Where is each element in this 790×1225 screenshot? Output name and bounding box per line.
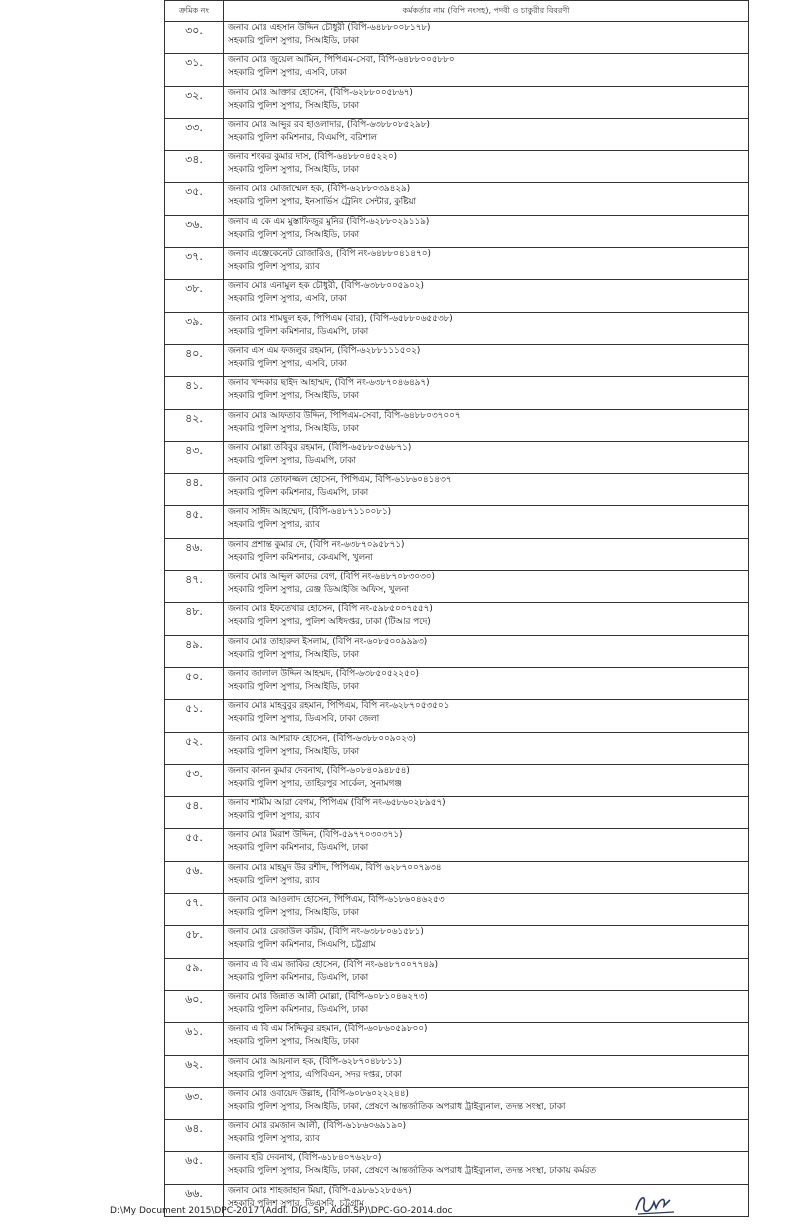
officer-name: জনাব মোঃ আশরাফ হোসেন, (বিপি-৬৩৮৮০০৯০২৩) [228,733,416,744]
officer-post: সহকারি পুলিশ কমিশনার, ডিএমপি, ঢাকা [228,326,369,337]
officer-post: সহকারি পুলিশ সুপার, ইনসার্ভিস ট্রেনিং সেন্টার, কুষ্টিয়া [228,197,417,208]
officer-post: সহকারি পুলিশ কমিশনার, ডিএমপি, ঢাকা [228,1004,369,1015]
officer-name: জনাব মোঃ জিন্নাত আলী মোল্লা, (বিপি-৬০৮১০৪৬২৭৩) [228,991,428,1002]
officer-name: জনাব মোঃ মাহমুদ উর রশীদ, পিপিএম, বিপি ৬২৮৭০০৭৯৩৪ [228,862,442,873]
table-row [165,571,749,603]
officer-name: জনাব মোঃ এনামুল হক চৌধুরী, (বিপি-৬৩৮৮০০৫৯০২) [228,281,424,292]
officer-post: সহকারি পুলিশ কমিশনার, কেএমপি, খুলনা [228,552,373,563]
officer-detail [224,506,749,538]
officer-detail [224,280,749,312]
officer-detail [224,151,749,183]
officer-post: সহকারি পুলিশ সুপার, সিআইডি, ঢাকা [228,165,360,176]
officer-detail [224,1087,749,1119]
table-row [165,1055,749,1087]
officer-detail [224,635,749,667]
officer-detail [224,990,749,1022]
serial-column-header: ক্রমিক নং [165,1,224,22]
officer-detail [224,1055,749,1087]
serial-number: ৩২. [165,86,224,118]
officer-name: জনাব মোঃ আওলাদ হোসেন, পিপিএম, বিপি-৬১৮৬০৪৬২৫৩ [228,895,445,906]
officer-name: জনাব খন্দকার ছাইদ আহাম্মদ, (বিপি নং-৬৩৮৭০৪৬৪৯৭) [228,378,430,389]
table-row [165,732,749,764]
officer-name: জনাব শামীম আরা বেগম, পিপিএম (বিপি নং-৬৫৮৬০২৮৯৫৭) [228,798,446,809]
table-row [165,344,749,376]
officer-post: সহকারি পুলিশ সুপার, সিআইডি, ঢাকা [228,423,360,434]
table-row [165,764,749,796]
officer-post: সহকারি পুলিশ সুপার, সিআইডি, ঢাকা [228,681,360,692]
officer-post: সহকারি পুলিশ সুপার, সিআইডি, ঢাকা [228,1037,360,1048]
detail-column-header: কর্মকর্তার নাম (বিপি নংসহ), পদবী ও চাকুরীর বিবরণী [224,1,749,22]
serial-number: ৫৮. [165,926,224,958]
officer-post: সহকারি পুলিশ সুপার, পুলিশ অধিদপ্তর, ঢাকা (টিআর পদে) [228,617,431,628]
officer-name: জনাব মোঃ শাহজাহান মিয়া, (বিপি-৫৯৮৬১২৮৫৬৭) [228,1185,412,1196]
officer-name: জনাব হরি দেবনাথ, (বিপি-৬১৮৪০৭৬২৮০) [228,1153,382,1164]
officer-detail [224,86,749,118]
serial-number: ৬৫. [165,1152,224,1184]
officer-post: সহকারি পুলিশ সুপার, র‍্যাব [228,811,320,822]
officer-name: জনাব মোঃ আক্তার হোসেন, (বিপি-৬২৮৮০০৫৮৬৭) [228,87,413,98]
serial-number: ৩৩. [165,118,224,150]
table-row [165,1023,749,1055]
officer-detail [224,1152,749,1184]
table-row [165,441,749,473]
officer-post: সহকারি পুলিশ সুপার, র‍্যাব [228,1134,320,1145]
table-row [165,248,749,280]
table-header-row [165,1,749,22]
officer-post: সহকারি পুলিশ সুপার, সিআইডি, ঢাকা, প্রেষণে আন্তর্জাতিক অপরাধ ট্রাইব্যুনাল, তদন্ত সংস্থা, ঢাকায় কর্মরত [228,1166,596,1177]
officer-name: জনাব মোঃ শামছুল হক, পিপিএম (বার), (বিপি-৬৫৮৮০৬৫৫৩৮) [228,313,453,324]
officer-post: সহকারি পুলিশ সুপার, র‍্যাব [228,875,320,886]
serial-number: ৪৬. [165,538,224,570]
officer-detail [224,54,749,86]
serial-number: ৪৫. [165,506,224,538]
officer-post: সহকারি পুলিশ কমিশনার, সিএমপি, চট্টগ্রাম [228,940,376,951]
serial-number: ৬৩. [165,1087,224,1119]
officer-name: জনাব প্রশান্ত কুমার দে, (বিপি নং-৬৩৮৭০৯৫৮৭১) [228,539,405,550]
table-row [165,215,749,247]
officer-detail [224,667,749,699]
officer-name: জনাব মোঃ আয়নাল হক, (বিপি-৬২৮৭০৪৮৮১১) [228,1056,402,1067]
serial-number: ৪৪. [165,474,224,506]
officer-post: সহকারি পুলিশ সুপার, এসবি, ঢাকা [228,294,347,305]
officer-name: জনাব শংকর কুমার দাস, (বিপি-৬৪৮৮০৪৫২২০) [228,152,398,163]
officer-post: সহকারি পুলিশ সুপার, ডিএসবি, চট্টগ্রাম [228,1198,364,1209]
officer-name: জনাব মোল্লা তবিবুর রহমান, (বিপি-৬৫৮৮০৫৬৮৭১) [228,442,412,453]
officer-name: জনাব এস এম ফজলুর রহমান, (বিপি-৬২৮৮১১১৫০২) [228,345,421,356]
officer-post: সহকারি পুলিশ সুপার, সিআইডি, ঢাকা [228,649,360,660]
table-row [165,861,749,893]
officer-name: জনাব এ বি এম জাকির হোসেন, (বিপি নং-৬৪৮৭০০৭৭৪৯) [228,959,439,970]
table-row [165,538,749,570]
serial-number: ৩১. [165,54,224,86]
table-row [165,990,749,1022]
serial-number: ৫৪. [165,797,224,829]
officer-detail [224,764,749,796]
officer-post: সহকারি পুলিশ সুপার, রেঞ্জ ডিআইজি অফিস, খুলনা [228,585,409,596]
table-row [165,667,749,699]
table-row [165,926,749,958]
serial-number: ৩৮. [165,280,224,312]
officer-post: সহকারি পুলিশ সুপার, ডিএসবি, ঢাকা জেলা [228,714,380,725]
serial-number: ৫২. [165,732,224,764]
officer-post: সহকারি পুলিশ সুপার, র‍্যাব [228,262,320,273]
officer-detail [224,926,749,958]
officer-detail [224,861,749,893]
serial-number: ৬১. [165,1023,224,1055]
officer-detail [224,700,749,732]
officer-name: জনাব মোঃ মাহবুবুর রহমান, পিপিএম, বিপি নং-৬২৮৭০৫৩৫০১ [228,701,450,712]
serial-number: ৫০. [165,667,224,699]
table-row [165,183,749,215]
officer-post: সহকারি পুলিশ সুপার, সিআইডি, ঢাকা [228,36,360,46]
serial-number: ৩৯. [165,312,224,344]
table-row [165,797,749,829]
officer-post: সহকারি পুলিশ সুপার, সিআইডি, ঢাকা [228,229,360,240]
officer-name: জনাব মোঃ তাহারুল ইসলাম, (বিপি নং-৬০৮৫০০৯৯৯৩) [228,636,428,647]
officer-roster-table [164,0,749,1217]
serial-number: ৩০. [165,22,224,54]
table-row [165,635,749,667]
table-row [165,958,749,990]
officer-post: সহকারি পুলিশ সুপার, এসবি, ঢাকা [228,68,347,79]
officer-name: জনাব এ কে এম মুস্তাফিজুর মুনির (বিপি-৬২৮৮০২৯১১৯) [228,216,430,227]
officer-detail [224,797,749,829]
officer-detail [224,538,749,570]
serial-number: ৪৩. [165,441,224,473]
officer-detail [224,183,749,215]
officer-detail [224,603,749,635]
officer-name: জনাব মোঃ আফতাব উদ্দিন, পিপিএম-সেবা, বিপি-৬৪৮৮০৩৭০০৭ [228,410,461,421]
table-row [165,151,749,183]
serial-number: ৩৫. [165,183,224,215]
serial-number: ৬৬. [165,1184,224,1216]
officer-detail [224,958,749,990]
officer-name: জনাব মোঃ রেজাউল করিম, (বিপি নং-৬৩৮৮০৬১৫৮১) [228,927,424,938]
serial-number: ৪৭. [165,571,224,603]
officer-detail [224,344,749,376]
serial-number: ৪৮. [165,603,224,635]
file-path-footer: D:\My Document 2015\DPC-2017 (Addl. DIG, SP, Addl.SP)\DPC-GO-2014.doc [110,1206,453,1216]
officer-post: সহকারি পুলিশ সুপার, সিআইডি, ঢাকা, প্রেষণে আন্তর্জাতিক অপরাধ ট্রাইব্যুনাল, তদন্ত সংস্থা, ঢাকা [228,1101,566,1112]
officer-post: সহকারি পুলিশ সুপার, সিআইডি, ঢাকা [228,908,360,919]
officer-post: সহকারি পুলিশ সুপার, র‍্যাব [228,520,320,531]
officer-post: সহকারি পুলিশ কমিশনার, ডিএমপি, ঢাকা [228,488,369,499]
officer-name: জনাব সাঈদ আহম্মেদ, (বিপি-৬৪৮৭১১০০৮১) [228,507,392,518]
officer-name: জনাব এ বি এম সিদ্দিকুর রহমান, (বিপি-৬০৮৬০৫৯৮০০) [228,1024,428,1035]
officer-post: সহকারি পুলিশ সুপার, সিআইডি, ঢাকা [228,100,360,111]
serial-number: ৪১. [165,377,224,409]
serial-number: ৫৬. [165,861,224,893]
officer-detail [224,894,749,926]
table-row [165,603,749,635]
table-row [165,409,749,441]
serial-number: ৫৫. [165,829,224,861]
table-row [165,54,749,86]
table-row [165,118,749,150]
officer-post: সহকারি পুলিশ সুপার, তাহিরপুর সার্কেল, সুনামগঞ্জ [228,778,402,789]
officer-detail [224,248,749,280]
officer-detail [224,732,749,764]
officer-name: জনাব মোঃ ইফতেখার হোসেন, (বিপি নং-৫৯৮৫০০৭৫৫৭) [228,604,433,615]
officer-post: সহকারি পুলিশ সুপার, ডিএমপি, ঢাকা [228,455,356,466]
serial-number: ৫৯. [165,958,224,990]
officer-detail [224,215,749,247]
serial-number: ৪০. [165,344,224,376]
officer-detail [224,571,749,603]
table-row [165,312,749,344]
serial-number: ৪৯. [165,635,224,667]
serial-number: ৪২. [165,409,224,441]
officer-name: জনাব জালাল উদ্দিন আহম্মদ, (বিপি-৬৩৮৫০৫২২৫০) [228,668,419,679]
officer-detail [224,441,749,473]
officer-name: জনাব মোঃ জুয়েল আমিন, পিপিএম-সেবা, বিপি-৬৪৮৮০০৫৮৮০ [228,55,455,66]
officer-detail [224,1023,749,1055]
officer-post: সহকারি পুলিশ কমিশনার, বিএমপি, বরিশাল [228,132,377,143]
officer-post: সহকারি পুলিশ সুপার, এসবি, ঢাকা [228,358,347,369]
table-row [165,1087,749,1119]
signature-initials [630,1190,678,1218]
officer-detail [224,118,749,150]
officer-name: জনাব কানন কুমার দেবনাথ, (বিপি-৬০৮৪০৯৪৮৫৪) [228,765,410,776]
table-row [165,1152,749,1184]
officer-name: জনাব মোঃ এহসান উদ্দিন চৌধুরী (বিপি-৬৪৮৮০০৮১৭৮) [228,23,431,33]
officer-detail [224,474,749,506]
officer-name: জনাব মোঃ আব্দুল কাদের বেগ, (বিপি নং-৬৪৮৭০৮৩০৩০) [228,572,435,583]
serial-number: ৫১. [165,700,224,732]
officer-detail [224,1120,749,1152]
serial-number: ৩৬. [165,215,224,247]
officer-name: জনাব মোঃ ওবায়েদ উল্লাহ, (বিপি-৬০৮৬০২২২৪৪) [228,1088,409,1099]
table-row [165,22,749,54]
roster-body [165,22,749,1217]
serial-number: ৫৩. [165,764,224,796]
officer-detail [224,409,749,441]
officer-name: জনাব মোঃ আব্দুর রব হাওলাদার, (বিপি-৬৩৮৮০৮৫২৯৮) [228,119,430,130]
officer-name: জনাব মোঃ মোজাম্মেল হক, (বিপি-৬২৮৮০৩৯৪২৯) [228,184,411,195]
officer-name: জনাব মোঃ তোফাজ্জল হোসেন, পিপিএম, বিপি-৬১৮৬০৪১৪৩৭ [228,475,452,486]
officer-detail [224,377,749,409]
officer-name: জনাব এঞ্জেকেনেট রোজারিও, (বিপি নং-৬৪৮৮০৪১৪৭০) [228,249,431,260]
officer-post: সহকারি পুলিশ সুপার, সিআইডি, ঢাকা [228,746,360,757]
officer-name: জনাব মোঃ মিরাশ উদ্দিন, (বিপি-৫৯৭৭০৩০৩৭১) [228,830,403,841]
officer-post: সহকারি পুলিশ কমিশনার, ডিএমপি, ঢাকা [228,843,369,854]
serial-number: ৩৭. [165,248,224,280]
table-row [165,506,749,538]
table-row [165,474,749,506]
officer-post: সহকারি পুলিশ কমিশনার, ডিএমপি, ঢাকা [228,972,369,983]
table-row [165,829,749,861]
table-row [165,377,749,409]
table-row [165,280,749,312]
officer-detail [224,829,749,861]
table-row [165,894,749,926]
table-row [165,86,749,118]
officer-post: সহকারি পুলিশ সুপার, এপিবিএন, সদর দপ্তর, ঢাকা [228,1069,402,1080]
serial-number: ৬৪. [165,1120,224,1152]
officer-post: সহকারি পুলিশ সুপার, সিআইডি, ঢাকা [228,391,360,402]
table-row [165,700,749,732]
serial-number: ৩৪. [165,151,224,183]
table-row [165,1120,749,1152]
officer-detail [224,312,749,344]
officer-name: জনাব মোঃ রমজান আলী, (বিপি-৬১৮৬০৬৯১৯০) [228,1121,407,1132]
serial-number: ৬২. [165,1055,224,1087]
serial-number: ৬০. [165,990,224,1022]
serial-number: ৫৭. [165,894,224,926]
officer-detail [224,22,749,54]
